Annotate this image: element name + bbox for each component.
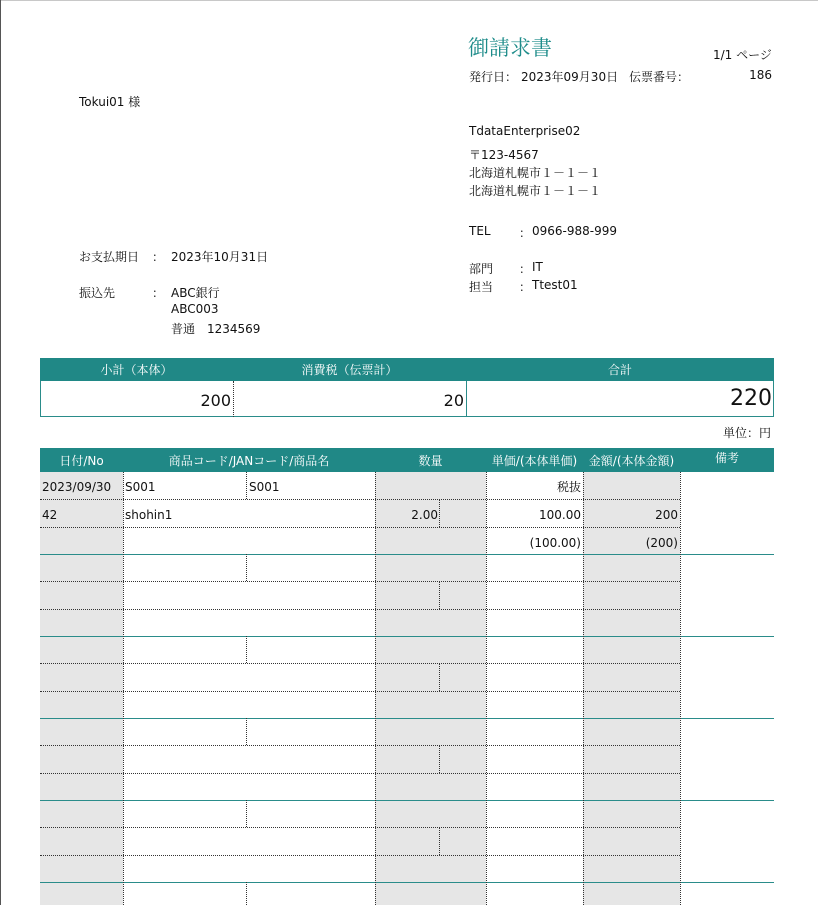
dept-colon: ： <box>519 262 532 276</box>
row-separator-line <box>40 773 680 774</box>
page-left-border <box>0 0 1 905</box>
row-separator-line <box>40 691 680 692</box>
bank-name: ABC銀行 <box>171 286 220 300</box>
qty-divider <box>439 827 440 855</box>
dept-label: 部門 <box>469 262 494 276</box>
issue-date: 2023年09月30日 <box>521 70 619 84</box>
column-line <box>123 472 124 905</box>
bank-branch: ABC003 <box>171 302 219 316</box>
row1-jan-code: S001 <box>249 480 280 494</box>
tel-label: TEL <box>469 224 491 238</box>
row1-date: 2023/09/30 <box>42 480 112 494</box>
group-separator-line <box>40 718 774 719</box>
row3-base-unit-price: (100.00) <box>529 536 581 550</box>
company-address-2: 北海道札幌市１－１－１ <box>469 184 602 198</box>
company-postal: 〒123-4567 <box>469 148 539 162</box>
customer-name: Tokui01 様 <box>79 95 141 109</box>
row-separator-line <box>40 745 680 746</box>
row-separator-line <box>40 581 680 582</box>
row2-product-name: shohin1 <box>125 508 173 522</box>
row-separator-line <box>40 663 680 664</box>
column-line <box>680 472 681 905</box>
row-separator-line <box>40 855 680 856</box>
qty-divider <box>439 499 440 527</box>
tel-colon: ： <box>519 226 532 240</box>
slip-number: 186 <box>749 68 772 82</box>
total-header: 合計 <box>607 363 632 377</box>
staff-value: Ttest01 <box>532 278 578 292</box>
qty-column-shade <box>375 472 486 905</box>
group-separator-line <box>40 636 774 637</box>
company-name: TdataEnterprise02 <box>469 124 581 138</box>
row2-quantity: 2.00 <box>411 508 438 522</box>
group-separator-line <box>40 882 774 883</box>
row2-slip-no: 42 <box>42 508 58 522</box>
row-separator-line <box>40 827 680 828</box>
dept-value: IT <box>532 260 543 274</box>
total-value: 220 <box>730 386 772 411</box>
col-qty-header: 数量 <box>418 453 443 468</box>
row2-amount: 200 <box>655 508 678 522</box>
row-separator-line <box>40 499 680 500</box>
page-top-border <box>0 0 818 1</box>
qty-divider <box>439 745 440 773</box>
row2-unit-price: 100.00 <box>539 508 581 522</box>
bank-colon: ： <box>152 286 165 300</box>
jan-divider <box>246 882 247 905</box>
col-price-header: 単価/(本体単価) <box>491 453 578 468</box>
subtotal-header: 小計（本体） <box>100 363 173 377</box>
col-notes-header: 備考 <box>714 451 739 465</box>
bank-account: 普通 1234569 <box>171 322 261 336</box>
jan-divider <box>246 636 247 663</box>
tax-value: 20 <box>443 391 464 410</box>
row-separator-line <box>40 609 680 610</box>
row1-product-code: S001 <box>125 480 156 494</box>
due-date-label: お支払期日 <box>79 250 140 264</box>
col-date-header: 日付/No <box>59 453 104 468</box>
qty-divider <box>439 663 440 691</box>
document-title: 御請求書 <box>468 36 552 60</box>
page-indicator: 1/1 ページ <box>713 48 772 62</box>
jan-divider <box>246 472 247 499</box>
issue-date-label: 発行日： <box>469 70 518 84</box>
unit-note: 単位：円 <box>723 426 772 440</box>
subtotal-value: 200 <box>200 391 231 410</box>
slip-number-label: 伝票番号： <box>629 70 690 84</box>
staff-label: 担当 <box>469 280 494 294</box>
tax-header: 消費税（伝票計） <box>301 363 398 377</box>
column-line <box>375 472 376 905</box>
jan-divider <box>246 718 247 745</box>
row3-base-amount: (200) <box>645 536 678 550</box>
tel-number: 0966-988-999 <box>532 224 618 238</box>
due-date: 2023年10月31日 <box>171 250 269 264</box>
row1-tax-type: 税抜 <box>556 480 581 494</box>
group-separator-line <box>40 554 774 555</box>
jan-divider <box>246 554 247 581</box>
jan-divider <box>246 800 247 827</box>
col-amount-header: 金額/(本体金額) <box>588 453 675 468</box>
col-product-header: 商品コード/JANコード/商品名 <box>168 453 330 468</box>
bank-label: 振込先 <box>79 286 116 300</box>
company-address-1: 北海道札幌市１－１－１ <box>469 166 602 180</box>
date-column-shade <box>40 472 123 905</box>
due-date-colon: ： <box>152 250 165 264</box>
row-separator-line <box>40 527 680 528</box>
qty-divider <box>439 581 440 609</box>
group-separator-line <box>40 800 774 801</box>
staff-colon: ： <box>519 280 532 294</box>
